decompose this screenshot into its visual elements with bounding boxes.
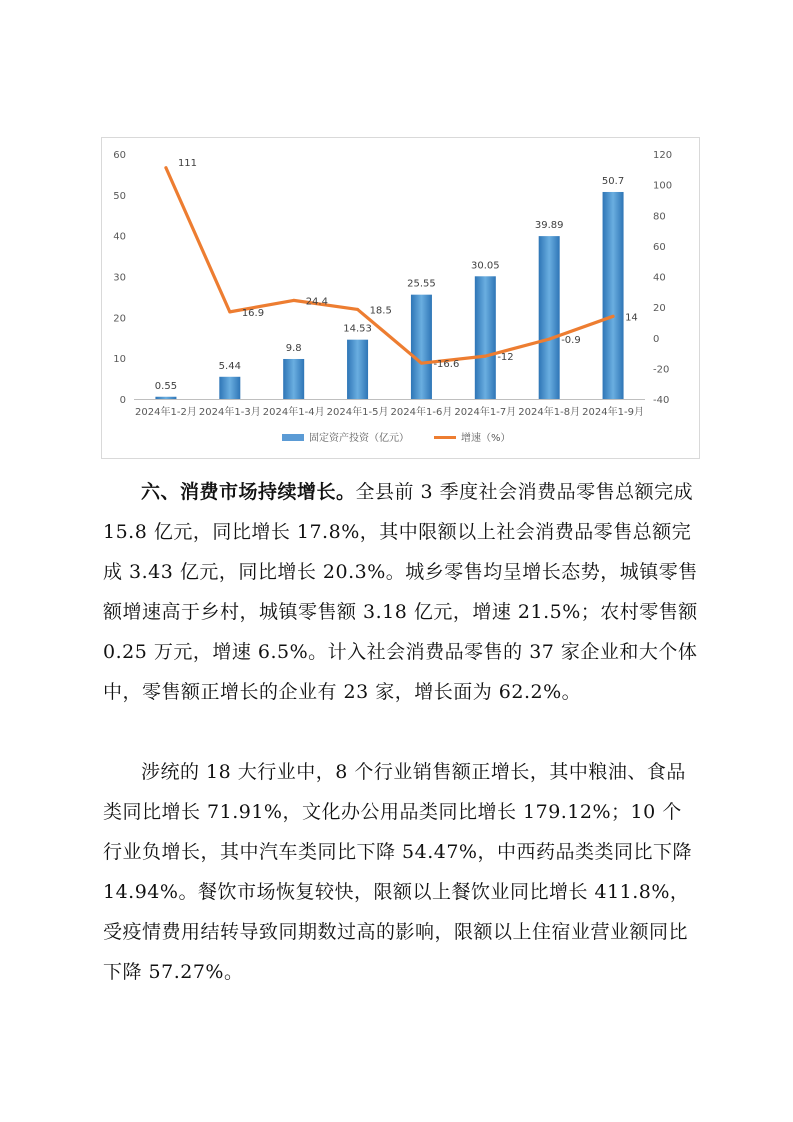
y-right-tick-label: -20 [653,364,670,376]
line-point [420,362,423,365]
bar-data-label: 50.7 [601,175,625,187]
y-right-tick-label: 100 [653,180,673,192]
line-data-label: -0.9 [561,335,581,347]
y-left-tick-label: 10 [113,354,126,366]
x-tick-label: 2024年1-2月 [135,407,197,418]
line-data-label: 111 [177,157,198,169]
chart-container [101,137,700,459]
bar-data-label: 14.53 [343,323,372,335]
y-right-tick-label: 40 [653,272,666,284]
line-point [548,338,551,341]
line-data-label: 14 [625,312,638,324]
y-left-tick-label: 40 [113,231,126,243]
bar [603,192,624,399]
line-point [228,310,231,313]
y-right-tick-label: 80 [653,211,666,223]
bar [539,236,560,399]
line-point [164,166,167,169]
legend-label-bar: 固定资产投资（亿元） [309,433,409,444]
y-left-tick-label: 20 [113,313,126,325]
x-tick-label: 2024年1-6月 [390,407,453,418]
x-tick-label: 2024年1-3月 [198,407,261,418]
bar [283,359,304,399]
bar [475,276,496,399]
legend-label-line: 增速（%） [461,433,511,444]
bar-data-label: 0.55 [154,380,178,392]
line-data-label: 24.4 [305,296,328,308]
x-tick-label: 2024年1-8月 [518,407,581,418]
bar-data-label: 5.44 [218,360,241,372]
line-point [292,299,295,302]
line-point [612,315,615,318]
line-data-label: -16.6 [433,359,460,371]
y-right-tick-label: -40 [653,395,670,406]
bar [219,377,240,399]
x-tick-label: 2024年1-9月 [582,407,644,418]
line-point [484,355,487,358]
x-tick-label: 2024年1-5月 [326,407,389,418]
line-data-label: 18.5 [369,305,392,317]
y-right-tick-label: 0 [653,333,660,345]
line-point [356,308,359,311]
bar-data-label: 25.55 [407,278,436,290]
legend-swatch-bar [282,434,304,441]
bar [155,397,176,399]
combo-chart [102,138,701,460]
y-right-tick-label: 120 [653,150,673,161]
bar-data-label: 39.89 [534,220,564,232]
y-left-tick-label: 60 [113,150,126,161]
paragraph-industries [103,752,698,992]
paragraph-body: 全县前 3 季度社会消费品零售总额完成 15.8 亿元，同比增长 17.8%，其中限额以上社会消费品零售总额完成 3.43 亿元，同比增长 20.3%。城乡零售均呈增长态势，城镇零售额增速高于乡村，城镇零售额 3.18 亿元，增速 21.5%；农村零售额 0.25 万元，增速 6.5%。计入社会消费品零售的 37 家企业和大个体中，零售额正增长的企业有 23 家，增长面为 62.2%。 [103,481,698,703]
y-left-tick-label: 50 [113,190,126,202]
bar [347,340,368,399]
y-right-tick-label: 60 [653,241,666,253]
line-data-label: 16.9 [241,307,265,319]
x-tick-label: 2024年1-4月 [262,407,325,418]
bar-data-label: 30.05 [470,260,500,272]
paragraph-consumer-market [103,472,698,712]
y-left-tick-label: 30 [113,272,126,284]
bar [411,295,432,399]
y-right-tick-label: 20 [653,303,666,315]
y-left-tick-label: 0 [119,395,126,406]
section-heading: 六、消费市场持续增长。 [141,481,356,503]
bar-data-label: 9.8 [285,342,302,354]
paragraph-body: 涉统的 18 大行业中，8 个行业销售额正增长，其中粮油、食品类同比增长 71.91%，文化办公用品类同比增长 179.12%；10 个行业负增长，其中汽车类同比下降 54.47%，中西药品类类同比下降 14.94%。餐饮市场恢复较快，限额以上餐饮业同比增长 411.8%，受疫情费用结转导致同期数过高的影响，限额以上住宿业营业额同比下降 57.27%。 [103,761,692,983]
line-data-label: -12 [497,352,514,364]
x-tick-label: 2024年1-7月 [454,407,517,418]
